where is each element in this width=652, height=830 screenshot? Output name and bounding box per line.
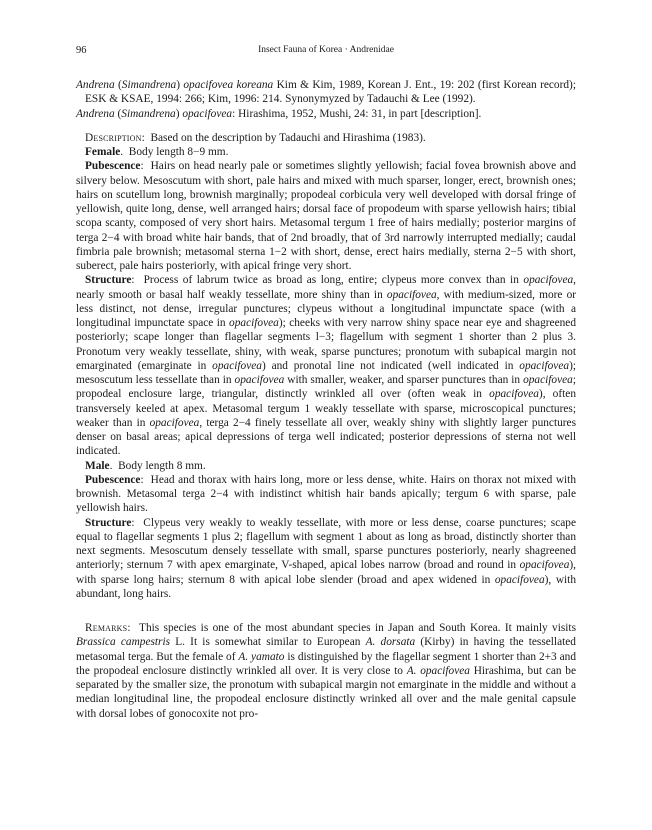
page-header [76, 45, 576, 59]
subgenus-name: Simandrena [121, 107, 176, 120]
pubescence-text: Head and thorax with hairs long, more or less dense, white. Hairs on thorax not mixed with brownish. Metasomal terga 2−4 with indistinct whitish hair bands apically; tergum 6 with sparse, pale yellowish hairs. [76, 473, 577, 515]
female-paragraph: Female. Body length 8−9 mm. [85, 146, 229, 158]
synonymy-entry: Andrena (Simandrena) opacifovea: Hirashima, 1952, Mushi, 24: 31, in part [description]. [76, 107, 482, 120]
female-heading: Female [85, 146, 121, 158]
male-paragraph: Male. Body length 8 mm. [85, 459, 206, 472]
pubescence-text: Hairs on head nearly pale or sometimes slightly yellowish; facial fovea brownish above and silvery below. Mesoscutum with short, pale hairs and mixed with much sparser, longer, erect, brownish ones; hairs on scutellum long, brownish marginally; propodeal corbicula very well developed with dorsal fringe of yellowish, quite long, dense, well arranged hairs; dorsal face of propodeum with sparse yellowish hairs; tibial scopa scanty, composed of very short hairs. Metasomal tergum 1 free of hairs medially; posterior margins of terga 2−4 with broad white hair bands, that of 2nd broadly, that of 3rd narrowly interrupted medially; caudal fimbria pale brownish; metasomal sterna 1−2 with short, dense, erect hairs medially, sterna 2−5 with short, suberect, pale hairs posteriorly, with apical fringe very short. [76, 160, 576, 272]
structure-text: Process of labrum twice as broad as long, entire; clypeus more convex than in opacifovea, nearly smooth or basal half weakly tessellate, more shiny than in opacifovea, with medium-sized, more or less distinct, not dense, irregular punctures; clypeus without a longitudinal impunctate space (with a longitudinal impunctate space in opacifovea); cheeks with very narrow shiny space near eye and shagreened posteriorly; scape longer than flagellar segments l−3; flagellum with segment 1 shorter than 2 plus 3. Pronotum very weakly tessellate, shiny, with weak, sparse punctures; pronotum with subapical margin not emarginated (emarginate in opacifovea) and pronotal line not indicated (well indicated in opacifovea); mesoscutum less tessellate than in opacifovea with smaller, weaker, and sparser punctures than in opacifovea; propodeal enclosure large, triangular, distinctly wrinkled all over (often weak in opacifovea), often transversely keeled at apex. Metasomal tergum 1 weakly tessellate with sparse, microscopical punctures; weaker than in opacifovea, terga 2−4 finely tessellate all over, weakly shiny with slightly larger punctures denser on basal areas; apical depressions of terga well indicated; posterior depressions of sterna not well indicated. [76, 274, 577, 458]
species-name: opacifovea [182, 107, 233, 120]
synonymy-list [76, 78, 576, 121]
remarks-paragraph: Remarks: This species is one of the most abundant species in Japan and South Korea. It mainly visits Brassica campestris L. It is somewhat similar to European A. dorsata (Kirby) in having the tessellated metasomal terga. But the female of A. yamato is distinguished by the flagellar segment 1 shorter than 2+3 and the propodeal enclosure distinctly wrinkled all over. It is very close to A. opacifovea Hirashima, but can be separated by the smaller size, the pronotum with subapical margin not emarginate in the middle and without a median longitudinal line, the propodeal enclosure distinctly wrinked all over and the male genital capsule with dorsal lobes of gonocoxite not pro- [76, 622, 576, 720]
species-name: opacifovea koreana [183, 79, 274, 91]
pubescence-heading: Pubescence [85, 160, 141, 173]
page-number: 96 [76, 45, 87, 56]
male-structure-paragraph: Structure: Clypeus very weakly to weakly tessellate, with more or less dense, coarse punctures; scape equal to flagellar segments 1 plus 2; flagellum with segment 1 about as long as broad, distinctly shorter than next segments. Mesoscutum densely tessellate with small, sparse punctures posteriorly, nearly shagreened anteriorly; sternum 7 with apex emarginate, V-shaped, apical lobes narrow (broad and round in opacifovea), with sparse long hairs; sternum 8 with apical lobe slender (broad and apex widened in opacifovea), with abundant, long hairs. [76, 516, 576, 600]
pubescence-heading: Pubescence [85, 473, 141, 486]
remarks-heading: Remarks [85, 622, 128, 634]
remarks-text: This species is one of the most abundant species in Japan and South Korea. It mainly visits Brassica campestris L. It is somewhat similar to European A. dorsata (Kirby) in having the tessellated metasomal terga. But the female of A. yamato is distinguished by the flagellar segment 1 shorter than 2+3 and the propodeal enclosure distinctly wrinkled all over. It is very close to A. opacifovea Hirashima, but can be separated by the smaller size, the pronotum with subapical margin not emarginate in the middle and without a median longitudinal line, the propodeal enclosure distinctly wrinked all over and the male genital capsule with dorsal lobes of gonocoxite not pro- [76, 622, 576, 720]
description-paragraph: Description: Based on the description by Tadauchi and Hirashima (1983). [85, 131, 426, 144]
female-pubescence-paragraph: Pubescence: Hairs on head nearly pale or sometimes slightly yellowish; facial fovea brownish above and silvery below. Mesoscutum with short, pale hairs and mixed with much sparser, longer, erect, brownish ones; hairs on scutellum long, brownish marginally; propodeal corbicula very well developed with dorsal fringe of yellowish, quite long, dense, well arranged hairs; dorsal face of propodeum with sparse yellowish hairs; tibial scopa scanty, composed of very short hairs. Metasomal tergum 1 free of hairs medially; posterior margins of terga 2−4 with broad white hair bands, that of 2nd broadly, that of 3rd narrowly interrupted medially; caudal fimbria pale brownish; metasomal sterna 1−2 with short, dense, erect hairs medially, sterna 2−5 with short, suberect, pale hairs posteriorly, with apical fringe very short. [76, 160, 576, 272]
structure-text: Clypeus very weakly to weakly tessellate, with more or less dense, coarse punctures; scape equal to flagellar segments 1 plus 2; flagellum with segment 1 about as long as broad, distinctly shorter than next segments. Mesoscutum densely tessellate with small, sparse punctures posteriorly, nearly shagreened anteriorly; sternum 7 with apex emarginate, V-shaped, apical lobes narrow (broad and round in opacifovea), with sparse long hairs; sternum 8 with apical lobe slender (broad and apex widened in opacifovea), with abundant, long hairs. [76, 516, 576, 600]
male-text: Body length 8 mm. [118, 459, 206, 472]
page-body [76, 78, 576, 721]
synonymy-entry: Andrena (Simandrena) opacifovea koreana Kim & Kim, 1989, Korean J. Ent., 19: 202 (first Korean record); ESK & KSAE, 1994: 266; Kim, 1996: 214. Synonymyzed by Tadauchi & Lee (1992). [76, 79, 576, 106]
male-pubescence-paragraph: Pubescence: Head and thorax with hairs long, more or less dense, white. Hairs on thorax not mixed with brownish. Metasomal terga 2−4 with indistinct whitish hair bands apically; tergum 6 with sparse, pale yellowish hairs. [76, 473, 577, 515]
structure-heading: Structure [85, 274, 132, 287]
running-title: Insect Fauna of Korea · Andrenidae [258, 45, 394, 55]
description-text: Based on the description by Tadauchi and Hirashima (1983). [150, 131, 426, 144]
subgenus-name: Simandrena [121, 79, 177, 91]
genus-name: Andrena [76, 79, 115, 91]
female-text: Body length 8−9 mm. [128, 146, 229, 158]
genus-name: Andrena [76, 107, 115, 120]
female-structure-paragraph: Structure: Process of labrum twice as broad as long, entire; clypeus more convex than in opacifovea, nearly smooth or basal half weakly tessellate, more shiny than in opacifovea, with medium-sized, more or less distinct, not dense, irregular punctures; clypeus without a longitudinal impunctate space (with a longitudinal impunctate space in opacifovea); cheeks with very narrow shiny space near eye and shagreened posteriorly; scape longer than flagellar segments l−3; flagellum with segment 1 shorter than 2 plus 3. Pronotum very weakly tessellate, shiny, with weak, sparse punctures; pronotum with subapical margin not emarginated (emarginate in opacifovea) and pronotal line not indicated (well indicated in opacifovea); mesoscutum less tessellate than in opacifovea with smaller, weaker, and sparser punctures than in opacifovea; propodeal enclosure large, triangular, distinctly wrinkled all over (often weak in opacifovea), often transversely keeled at apex. Metasomal tergum 1 weakly tessellate with sparse, microscopical punctures; weaker than in opacifovea, terga 2−4 finely tessellate all over, weakly shiny with slightly larger punctures denser on basal areas; apical depressions of terga well indicated; posterior depressions of sterna not well indicated. [76, 274, 577, 458]
structure-heading: Structure [85, 516, 132, 529]
description-heading: Description [85, 131, 142, 144]
synonymy-citation: Hirashima, 1952, Mushi, 24: 31, in part [description]. [238, 107, 482, 120]
synonymy-citation: Kim & Kim, 1989, Korean J. Ent., 19: 202 (first Korean record); ESK & KSAE, 1994: 266; Kim, 1996: 214. Synonymyzed by Tadauchi & Lee (1992). [85, 79, 576, 106]
male-heading: Male [85, 459, 110, 472]
